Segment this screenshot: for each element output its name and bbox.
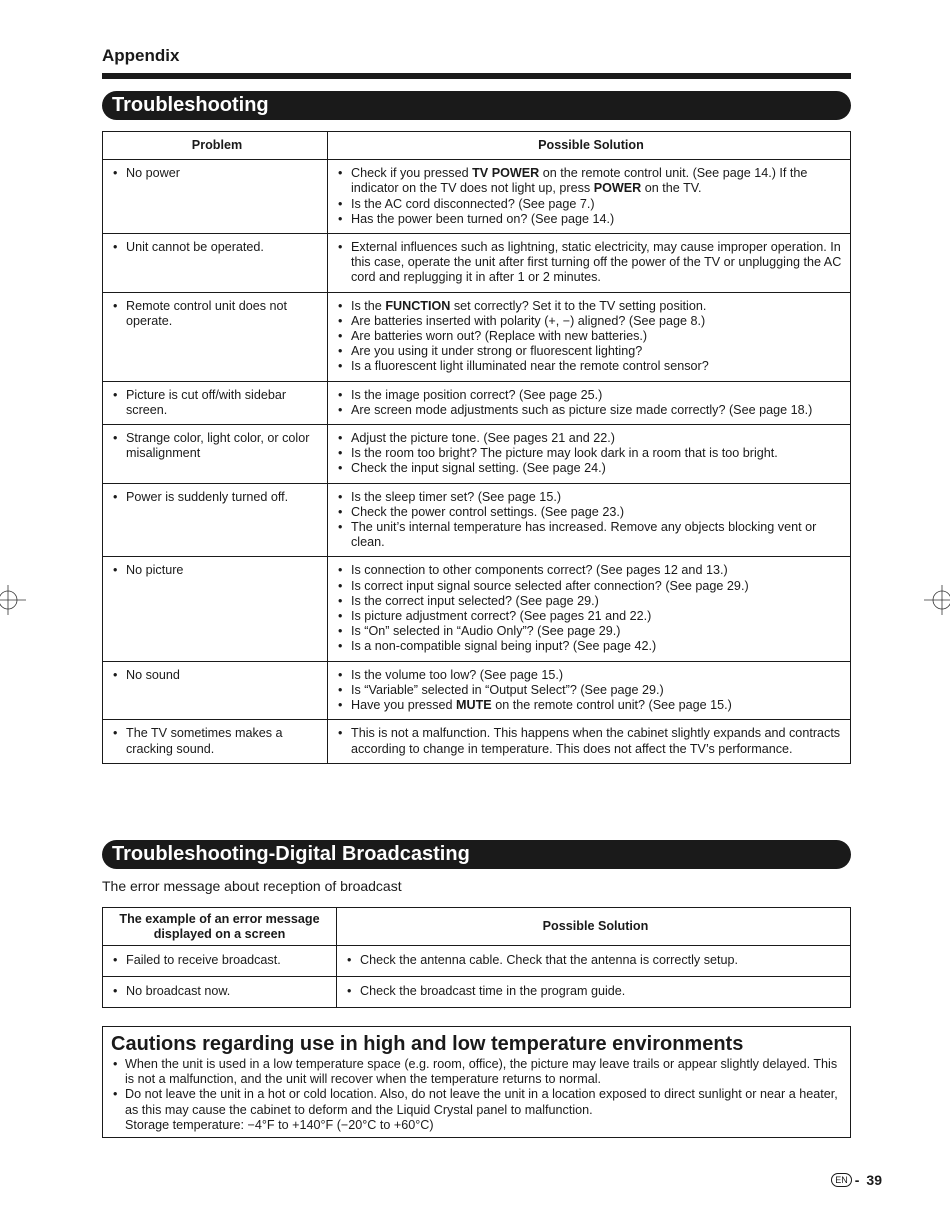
table-row xyxy=(103,483,851,557)
problem-text: • Power is suddenly turned off. xyxy=(111,490,323,505)
solution-cell xyxy=(328,381,851,424)
problem-cell xyxy=(103,160,328,234)
troubleshooting-table xyxy=(102,131,851,764)
problem-cell xyxy=(103,483,328,557)
problem-text: • Failed to receive broadcast. xyxy=(111,953,332,968)
table-row xyxy=(103,720,851,763)
solution-item: • Are screen mode adjustments such as picture size made correctly? (See page 18.) xyxy=(336,403,846,418)
digital-subtitle: The error message about reception of broadcast xyxy=(102,878,402,894)
column-header-problem: Problem xyxy=(103,132,328,160)
solution-item: • External influences such as lightning, static electricity, may cause improper operation. In this case, operate the unit after first turning off the power of the TV or unplugging the AC cord and replugging it in after 1 or 2 minutes. xyxy=(336,240,846,286)
solution-item: • Is connection to other components correct? (See pages 12 and 13.) xyxy=(336,563,846,578)
problem-text: • No power xyxy=(111,166,323,181)
caution-item: • Do not leave the unit in a hot or cold location. Also, do not leave the unit in a location exposed to direct sunlight or near a heater, as this may cause the cabinet to deform and the Liquid Crystal panel to malfunction. xyxy=(111,1087,842,1117)
cautions-title: Cautions regarding use in high and low temperature environments xyxy=(111,1033,744,1055)
troubleshooting-rows xyxy=(103,160,851,764)
problem-cell xyxy=(103,292,328,381)
solution-item: • Has the power been turned on? (See page 14.) xyxy=(336,212,846,227)
solution-item: • Is the AC cord disconnected? (See page 7.) xyxy=(336,197,846,212)
problem-text: • Remote control unit does not operate. xyxy=(111,299,323,329)
solution-item: • Is picture adjustment correct? (See pages 21 and 22.) xyxy=(336,609,846,624)
problem-text: • Strange color, light color, or color misalignment xyxy=(111,431,323,461)
problem-cell xyxy=(103,977,337,1008)
solution-item: • Check the power control settings. (See page 23.) xyxy=(336,505,846,520)
solution-item: • Are batteries inserted with polarity (+, −) aligned? (See page 8.) xyxy=(336,314,846,329)
storage-temperature: Storage temperature: −4°F to +140°F (−20°C to +60°C) xyxy=(125,1117,434,1132)
table-row xyxy=(103,381,851,424)
problem-text: • No sound xyxy=(111,668,323,683)
solution-item: • Are you using it under strong or fluorescent lighting? xyxy=(336,344,846,359)
solution-cell xyxy=(337,946,851,977)
solution-item: • Are batteries worn out? (Replace with new batteries.) xyxy=(336,329,846,344)
registration-mark-left xyxy=(0,585,30,615)
language-badge: EN xyxy=(831,1173,852,1187)
problem-text: • Picture is cut off/with sidebar screen. xyxy=(111,388,323,418)
cautions-box xyxy=(102,1026,851,1138)
problem-cell xyxy=(103,946,337,977)
column-header-solution: Possible Solution xyxy=(328,132,851,160)
solution-item: • Is the volume too low? (See page 15.) xyxy=(336,668,846,683)
solution-cell xyxy=(328,557,851,661)
solution-cell xyxy=(328,234,851,293)
solution-item: • Is the correct input selected? (See page 29.) xyxy=(336,594,846,609)
page-separator: - xyxy=(854,1172,860,1188)
solution-item: • Is a fluorescent light illuminated near the remote control sensor? xyxy=(336,359,846,374)
solution-text: • Check the broadcast time in the program guide. xyxy=(345,984,846,999)
table-row xyxy=(103,425,851,484)
solution-item: • Check if you pressed TV POWER on the remote control unit. (See page 14.) If the indicator on the TV does not light up, press POWER on the TV. xyxy=(336,166,846,196)
section-label: Appendix xyxy=(102,46,180,65)
solution-cell xyxy=(328,661,851,720)
problem-text: • No broadcast now. xyxy=(111,984,332,999)
table-row xyxy=(103,292,851,381)
problem-cell xyxy=(103,234,328,293)
problem-cell xyxy=(103,425,328,484)
solution-cell xyxy=(337,977,851,1008)
header-rule xyxy=(102,73,851,79)
table-row xyxy=(103,661,851,720)
solution-cell xyxy=(328,425,851,484)
solution-item: • Is the FUNCTION set correctly? Set it to the TV setting position. xyxy=(336,299,846,314)
solution-item: • Is the image position correct? (See page 25.) xyxy=(336,388,846,403)
solution-item: • Is the room too bright? The picture may look dark in a room that is too bright. xyxy=(336,446,846,461)
solution-cell xyxy=(328,292,851,381)
problem-cell xyxy=(103,661,328,720)
solution-item: • Is a non-compatible signal being input? (See page 42.) xyxy=(336,639,846,654)
table-row xyxy=(103,557,851,661)
problem-cell xyxy=(103,381,328,424)
solution-cell xyxy=(328,483,851,557)
registration-mark-right xyxy=(920,585,950,615)
problem-cell xyxy=(103,557,328,661)
table-row xyxy=(103,234,851,293)
solution-cell xyxy=(328,160,851,234)
column-header-solution: Possible Solution xyxy=(337,908,851,946)
solution-item: • Is correct input signal source selected after connection? (See page 29.) xyxy=(336,579,846,594)
problem-text: • The TV sometimes makes a cracking sound. xyxy=(111,726,323,756)
table-row xyxy=(103,160,851,234)
solution-text: • Check the antenna cable. Check that the antenna is correctly setup. xyxy=(345,953,846,968)
troubleshooting-title: Troubleshooting xyxy=(102,91,851,120)
page-number xyxy=(831,1172,882,1188)
solution-item: • The unit’s internal temperature has increased. Remove any objects blocking vent or clean. xyxy=(336,520,846,550)
digital-table xyxy=(102,907,851,1008)
digital-title: Troubleshooting-Digital Broadcasting xyxy=(102,840,851,869)
solution-item: • Is “On” selected in “Audio Only”? (See page 29.) xyxy=(336,624,846,639)
solution-cell xyxy=(328,720,851,763)
problem-text: • No picture xyxy=(111,563,323,578)
solution-item: • Adjust the picture tone. (See pages 21 and 22.) xyxy=(336,431,846,446)
problem-text: • Unit cannot be operated. xyxy=(111,240,323,255)
solution-item: • Check the input signal setting. (See page 24.) xyxy=(336,461,846,476)
column-header-error-message: The example of an error message displayed on a screen xyxy=(103,908,337,946)
solution-item: • This is not a malfunction. This happens when the cabinet slightly expands and contracts according to change in temperature. This does not affect the TV’s performance. xyxy=(336,726,846,756)
solution-item: • Is “Variable” selected in “Output Select”? (See page 29.) xyxy=(336,683,846,698)
caution-item: • When the unit is used in a low temperature space (e.g. room, office), the picture may leave trails or appear slightly delayed. This is not a malfunction, and the unit will recover when the temperature returns to normal. xyxy=(111,1057,842,1087)
table-row xyxy=(103,946,851,977)
page-number-text: 39 xyxy=(866,1172,882,1188)
problem-cell xyxy=(103,720,328,763)
table-row xyxy=(103,977,851,1008)
solution-item: • Is the sleep timer set? (See page 15.) xyxy=(336,490,846,505)
solution-item: • Have you pressed MUTE on the remote control unit? (See page 15.) xyxy=(336,698,846,713)
